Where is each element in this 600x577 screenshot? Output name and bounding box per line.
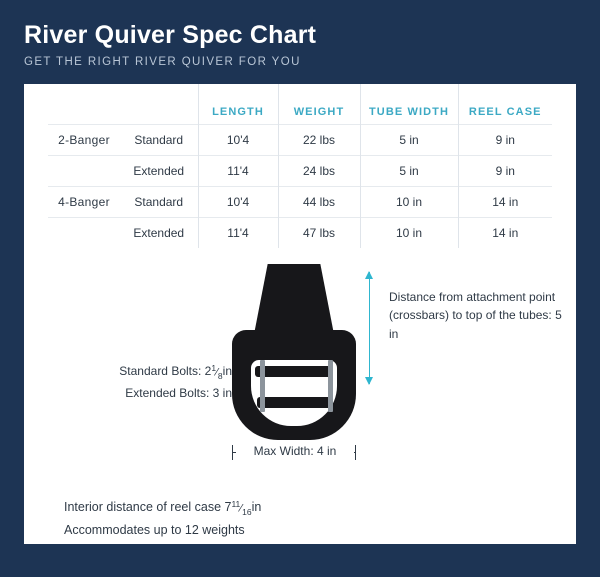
column-header-group: [48, 84, 120, 125]
cell-tube-width: 10 in: [360, 217, 458, 248]
cell-length: 11'4: [198, 217, 278, 248]
column-header-tube-width: TUBE WIDTH: [360, 84, 458, 125]
table-row: [48, 124, 552, 155]
bolt-right: [328, 360, 333, 412]
rack-diagram: [24, 254, 576, 486]
cell-tube-width: 5 in: [360, 124, 458, 155]
bolt-notes: [64, 360, 232, 406]
table-row: [48, 155, 552, 186]
spec-card: [24, 84, 576, 544]
table-header-row: [48, 84, 552, 125]
cell-weight: 44 lbs: [278, 186, 360, 217]
cell-group: [48, 155, 120, 186]
cell-reel-case: 14 in: [458, 217, 552, 248]
cell-reel-case: 9 in: [458, 124, 552, 155]
cell-weight: 24 lbs: [278, 155, 360, 186]
cell-reel-case: 9 in: [458, 155, 552, 186]
cell-weight: 22 lbs: [278, 124, 360, 155]
crossbar-upper: [255, 366, 333, 377]
bolt-left: [260, 360, 265, 412]
cell-reel-case: 14 in: [458, 186, 552, 217]
vertical-measure-arrow-icon: [369, 272, 370, 384]
cell-tube-width: 5 in: [360, 155, 458, 186]
cell-variant: Extended: [120, 155, 198, 186]
quiver-tube-top: [253, 264, 335, 340]
standard-bolts-fraction: $^1⁄_8$: [211, 363, 223, 382]
cell-variant: Standard: [120, 186, 198, 217]
column-header-weight: WEIGHT: [278, 84, 360, 125]
page-subtitle: GET THE RIGHT RIVER QUIVER FOR YOU: [24, 55, 301, 68]
cell-variant: Extended: [120, 217, 198, 248]
cell-group: 2-Banger: [48, 124, 120, 155]
column-header-variant: [120, 84, 198, 125]
weights-note: Accommodates up to 12 weights: [64, 522, 245, 537]
interior-distance-fraction: $^{11}⁄_{16}$: [231, 499, 252, 518]
interior-distance-note: Interior distance of reel case $7^{11}⁄_{16}in$: [64, 499, 262, 518]
cell-group: 4-Banger: [48, 186, 120, 217]
cell-variant: Standard: [120, 124, 198, 155]
distance-note: Distance from attachment point (crossbars) to top of the tubes: 5 in: [389, 289, 562, 341]
cell-weight: 47 lbs: [278, 217, 360, 248]
max-width-label: Max Width: 4 in: [236, 444, 354, 458]
extended-bolts-note: Extended Bolts: 3 in: [125, 386, 232, 401]
crossbar-lower: [257, 397, 331, 408]
cell-length: 10'4: [198, 124, 278, 155]
table-row: [48, 186, 552, 217]
width-tick-left: [232, 445, 233, 460]
cell-length: 11'4: [198, 155, 278, 186]
cell-tube-width: 10 in: [360, 186, 458, 217]
column-header-length: LENGTH: [198, 84, 278, 125]
spec-table: [48, 84, 552, 248]
column-header-reel-case: REEL CASE: [458, 84, 552, 125]
quiver-illustration: [229, 264, 359, 446]
table-row: [48, 217, 552, 248]
width-tick-right: [355, 445, 356, 460]
cell-group: [48, 217, 120, 248]
cell-length: 10'4: [198, 186, 278, 217]
standard-bolts-note: Standard Bolts: $2^1⁄_8in$: [119, 363, 232, 382]
footer-notes: [64, 496, 261, 542]
page-title: River Quiver Spec Chart: [24, 21, 317, 49]
